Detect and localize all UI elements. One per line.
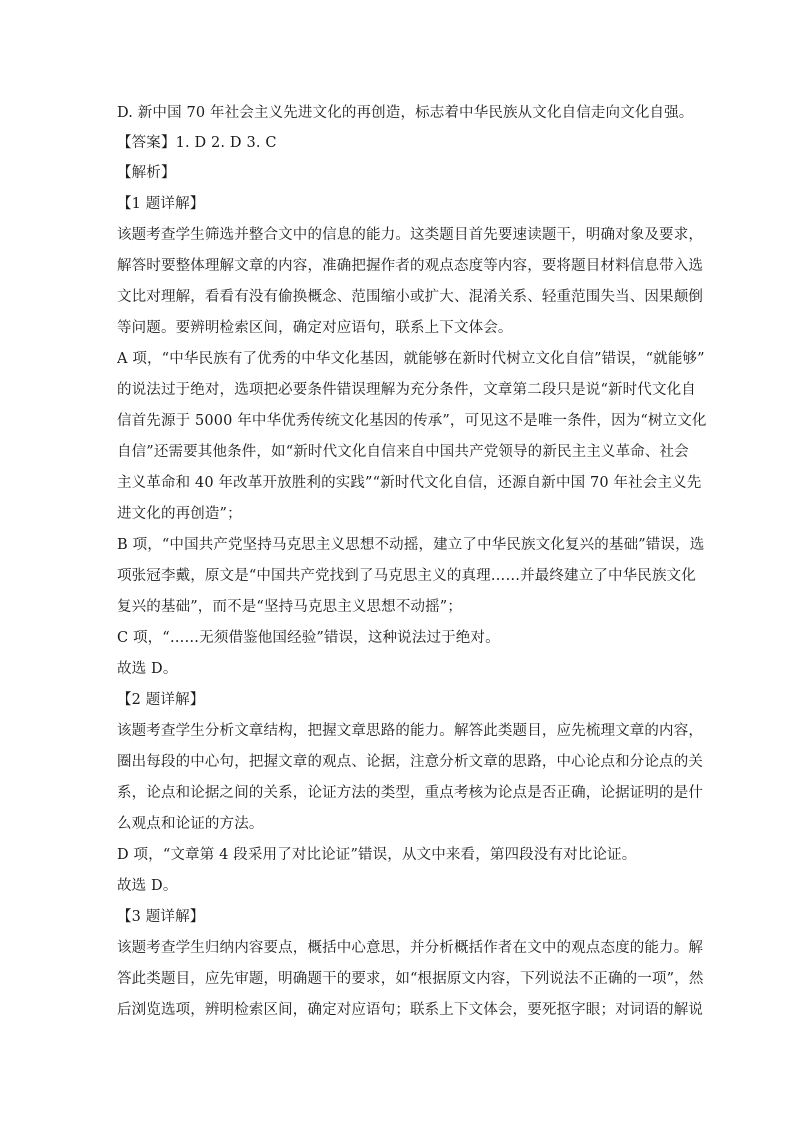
q2-option-d-line: D 项，“文章第 4 段采用了对比论证”错误，从文中来看，第四段没有对比论证。 <box>117 847 637 863</box>
q1-paragraph-line: 文比对理解，看看有没有偷换概念、范围缩小或扩大、混淆关系、轻重范围失当、因果颠倒 <box>117 289 703 305</box>
q1-option-a-line: A 项，“中华民族有了优秀的中华文化基因，就能够在新时代树立文化自信”错误，“就能够” <box>117 351 705 367</box>
answer-line: 【答案】1. D 2. D 3. C <box>117 135 277 151</box>
q1-option-a-line: 的说法过于绝对，选项把必要条件错误理解为充分条件，文章第二段只是说“新时代文化自 <box>117 382 696 398</box>
q1-option-a-line: 进文化的再创造”； <box>117 506 242 522</box>
q3-heading: 【3 题详解】 <box>117 909 205 925</box>
q1-paragraph-line: 等问题。要辨明检索区间，确定对应语句，联系上下文体会。 <box>117 320 513 336</box>
q1-option-b-line: 复兴的基础”，而不是“坚持马克思主义思想不动摇”； <box>117 599 462 615</box>
q2-paragraph-line: 圈出每段的中心句，把握文章的观点、论据，注意分析文章的思路，中心论点和分论点的关 <box>117 754 703 770</box>
q1-option-b-line: B 项，“中国共产党坚持马克思主义思想不动摇，建立了中华民族文化复兴的基础”错误，选 <box>117 537 705 553</box>
q2-heading: 【2 题详解】 <box>117 692 205 708</box>
q1-paragraph-line: 该题考查学生筛选并整合文中的信息的能力。这类题目首先要速读题干，明确对象及要求， <box>117 227 703 243</box>
q1-option-b-line: 项张冠李戴，原文是“中国共产党找到了马克思主义的真理……并最终建立了中华民族文化 <box>117 568 696 584</box>
q3-paragraph-line: 答此类题目，应先审题，明确题干的要求，如“根据原文内容，下列说法不正确的一项”，然 <box>117 971 704 987</box>
q1-conclusion: 故选 D。 <box>117 661 178 677</box>
q3-paragraph-line: 后浏览选项，辨明检索区间，确定对应语句；联系上下文体会，要死抠字眼；对词语的解说 <box>117 1002 703 1018</box>
q1-option-c-line: C 项，“……无须借鉴他国经验”错误，这种说法过于绝对。 <box>117 630 500 646</box>
option-d-line: D. 新中国 70 年社会主义先进文化的再创造，标志着中华民族从文化自信走向文化自强。 <box>117 105 694 121</box>
q2-paragraph-line: 系，论点和论据之间的关系，论证方法的类型，重点考核为论点是否正确，论据证明的是什 <box>117 785 703 801</box>
q2-paragraph-line: 么观点和论证的方法。 <box>117 816 264 832</box>
analysis-heading: 【解析】 <box>117 165 176 181</box>
q1-option-a-line: 主义革命和 40 年改革开放胜利的实践”“新时代文化自信，还源自新中国 70 年社会主义先 <box>117 475 702 491</box>
q2-paragraph-line: 该题考查学生分析文章结构，把握文章思路的能力。解答此类题目，应先梳理文章的内容， <box>117 723 703 739</box>
q1-heading: 【1 题详解】 <box>117 196 205 212</box>
q1-option-a-line: 自信”还需要其他条件，如“新时代文化自信来自中国共产党领导的新民主主义革命、社会 <box>117 444 689 460</box>
q2-conclusion: 故选 D。 <box>117 878 178 894</box>
q1-option-a-line: 信首先源于 5000 年中华优秀传统文化基因的传承”，可见这不是唯一条件，因为“树立文化 <box>117 413 707 429</box>
q1-paragraph-line: 解答时要整体理解文章的内容，准确把握作者的观点态度等内容，要将题目材料信息带入选 <box>117 258 703 274</box>
q3-paragraph-line: 该题考查学生归纳内容要点，概括中心意思，并分析概括作者在文中的观点态度的能力。解 <box>117 940 703 956</box>
